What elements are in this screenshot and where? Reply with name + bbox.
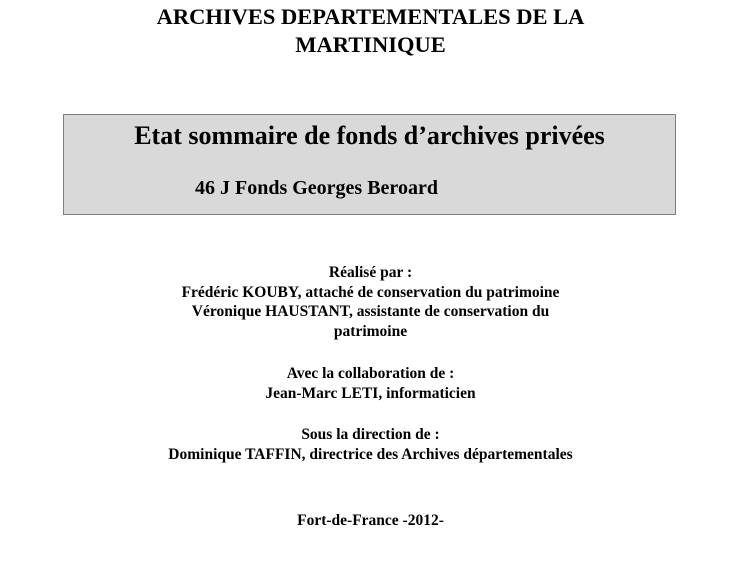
collaborator-line: Jean-Marc LETI, informaticien [265,384,476,402]
authors-label: Réalisé par : [328,264,413,281]
collaboration-label: Avec la collaboration de : [286,365,455,382]
authors-block [0,263,741,341]
author-line-1: Frédéric KOUBY, attaché de conservation du patrimoine [181,283,560,301]
document-title: Etat sommaire de fonds d’archives privées [134,121,605,150]
place-date-text: Fort-de-France -2012- [297,512,444,529]
direction-block [0,425,741,464]
author-line-3: patrimoine [333,322,408,340]
institution-heading-line-2: MARTINIQUE [295,32,446,57]
author-line-2: Véronique HAUSTANT, assistante de conservation du [191,303,550,320]
place-date [0,511,741,531]
title-box [63,114,676,215]
document-subtitle: 46 J Fonds Georges Beroard [195,177,438,199]
director-line: Dominique TAFFIN, directrice des Archives départementales [168,445,573,463]
direction-label: Sous la direction de : [301,426,440,443]
institution-heading-line-1: ARCHIVES DEPARTEMENTALES DE LA [156,4,585,29]
collaboration-block [0,364,741,403]
institution-heading [0,3,741,59]
